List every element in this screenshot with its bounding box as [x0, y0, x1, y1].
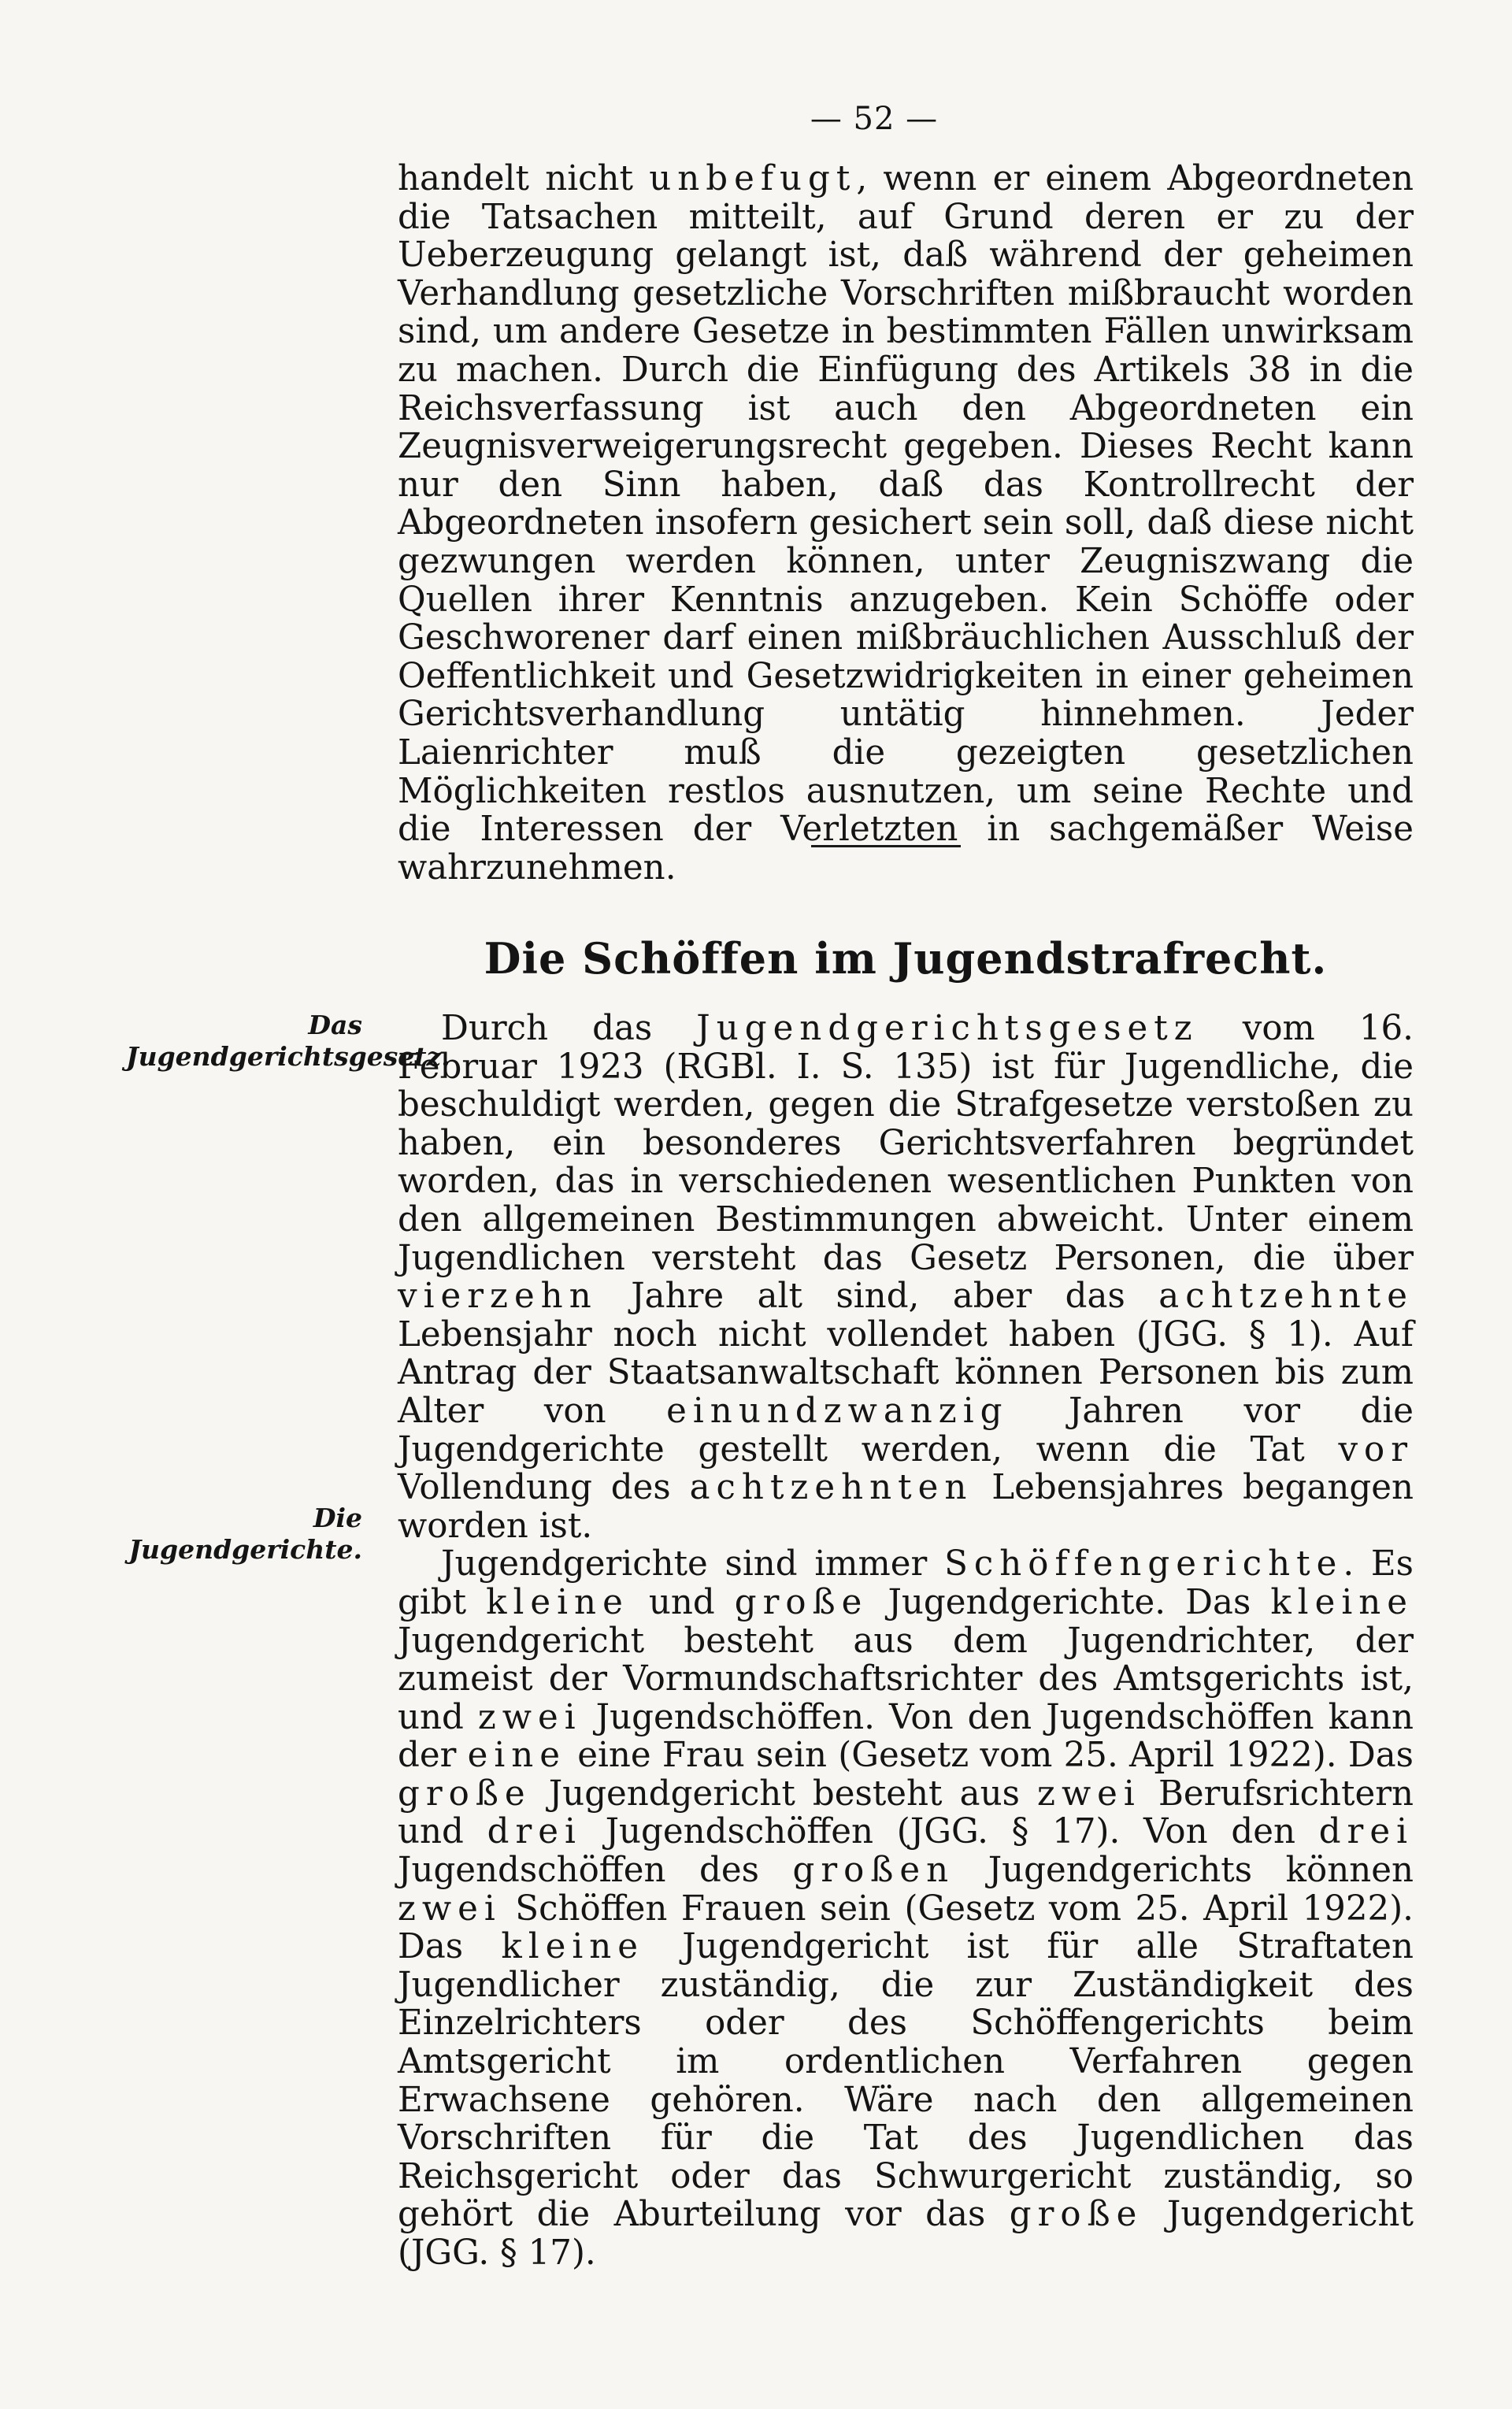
text-run: vom 16. Februar 1923 (RGBl. I. S. 135) ist für Jugendliche, die beschuldigt werden, gegen die Strafgesetze verstoßen zu haben, ein besonderes Gerichtsverfahren begründet worden, das in verschiedenen wesentlichen Punkten von den allgemeinen Bestimmungen abweicht. Unter einem Jugendlichen versteht das Gesetz Personen, die über [398, 1009, 1414, 1278]
paragraph-jugendgerichte [398, 1545, 1414, 2272]
text-run: Jugendgericht besteht aus [531, 1773, 1038, 1814]
text-run: eine Frau sein (Gesetz vom 25. April 1922). Das [566, 1736, 1414, 1776]
paragraph-jugendgerichtsgesetz [398, 1010, 1414, 1545]
emphasized-word: vierzehn [398, 1277, 598, 1317]
emphasized-word: große [1009, 2195, 1143, 2235]
emphasized-word: drei [487, 1812, 582, 1852]
top-text-block [398, 160, 1414, 887]
emphasized-word: großen [792, 1851, 955, 1891]
emphasized-word: vor [1338, 1429, 1414, 1469]
section-text-block [398, 1010, 1414, 2273]
text-run: Jugendgerichte sind immer [441, 1544, 945, 1584]
text-run: Berufsrichtern und [398, 1773, 1414, 1852]
margin-note-jugendgerichte: Die Jugendgerichte. [128, 1503, 362, 1565]
section-divider [811, 845, 961, 847]
text-run: Jugendschöffen. Von den Jugendschöffen kann der [398, 1697, 1414, 1776]
text-run: Lebensjahres begangen worden ist. [398, 1468, 1414, 1546]
text-run: handelt nicht [398, 159, 650, 198]
text-run: . Es gibt [398, 1544, 1414, 1622]
text-run: und [628, 1582, 735, 1622]
text-run: , wenn er einem Abgeordneten die Tatsachen mitteilt, auf Grund deren er zu der Ueberzeugung gelangt ist, daß während der geheimen Verhandlung gesetzliche Vorschriften mißbraucht worden sind, um andere Gesetze in bestimmten Fällen unwirksam zu machen. Durch die Einfügung des Artikels 38 in die Reichsverfassung ist auch den Abgeordneten ein Zeugnisverweigerungsrecht gegeben. Dieses Recht kann nur den Sinn haben, daß das Kontrollrecht der Abgeordneten insofern gesichert sein soll, daß diese nicht gezwungen werden können, unter Zeugniszwang die Quellen ihrer Kenntnis anzugeben. Kein Schöffe oder Geschworener darf einen mißbräuchlichen Ausschluß der Oeffentlichkeit und Gesetzwidrigkeiten in einer geheimen Gerichtsverhandlung untätig hinnehmen. Jeder Laienrichter muß die gezeigten gesetzlichen Möglichkeiten restlos ausnutzen, um seine Rechte und die Interessen der Verletzten in sachgemäßer Weise wahrzunehmen. [398, 159, 1414, 888]
text-run: Jugendschöffen des [398, 1851, 793, 1891]
margin-note-jugendgerichtsgesetz: Das Jugendgerichtsgesetz. [126, 1010, 450, 1072]
emphasized-word: zwei [1037, 1773, 1141, 1814]
emphasized-word: kleine [486, 1582, 629, 1622]
text-run: Lebensjahr noch nicht vollendet haben (JGG. § 1). Auf Antrag der Staatsanwaltschaft können Personen bis zum Alter von [398, 1314, 1414, 1431]
emphasized-word: große [398, 1773, 532, 1814]
emphasized-word: eine [467, 1736, 567, 1776]
emphasized-word: einundzwanzig [666, 1391, 1009, 1431]
emphasized-word: kleine [1270, 1582, 1414, 1622]
text-run: Jugendgerichte. Das [868, 1582, 1271, 1622]
emphasized-word: unbefugt [649, 159, 857, 198]
emphasized-word: achtzehnte [1158, 1277, 1414, 1317]
text-run: Jahren vor die Jugendgerichte gestellt werden, wenn die Tat [398, 1391, 1414, 1469]
text-run: Jugendgericht (JGG. § 17). [398, 2195, 1414, 2273]
emphasized-word: Schöffengerichte [944, 1544, 1343, 1584]
emphasized-word: drei [1318, 1812, 1414, 1852]
emphasized-word: große [734, 1582, 869, 1622]
text-run: Jugendgericht ist für alle Straftaten Jugendlicher zuständig, die zur Zuständigkeit des Einzelrichters oder des Schöffengerichts beim Amtsgericht im ordentlichen Verfahren gegen Erwachsene gehören. Wäre nach den allgemeinen Vorschriften für die Tat des Jugendlichen das Reichsgericht oder das Schwurgericht zuständig, so gehört die Aburteilung vor das [398, 1927, 1414, 2235]
text-run: Jugendschöffen (JGG. § 17). Von den [581, 1812, 1319, 1852]
page-number: — 52 — [810, 101, 939, 137]
text-run: Schöffen Frauen sein (Gesetz vom 25. April 1922). Das [398, 1888, 1414, 1967]
text-run: Jugendgericht besteht aus dem Jugendrichter, der zumeist der Vormundschaftsrichter des Amtsgerichts ist, und [398, 1621, 1414, 1737]
text-run: Jahre alt sind, aber das [597, 1277, 1159, 1317]
text-run: Durch das [441, 1009, 697, 1048]
emphasized-word: Jugendgerichtsgesetz [696, 1009, 1199, 1048]
emphasized-word: zwei [398, 1888, 502, 1929]
text-run: Jugendgerichts können [954, 1851, 1414, 1891]
top-paragraph [398, 160, 1414, 887]
emphasized-word: kleine [501, 1927, 645, 1967]
emphasized-word: zwei [477, 1697, 582, 1737]
text-run: Vollendung des [398, 1468, 690, 1508]
emphasized-word: achtzehnten [689, 1468, 973, 1508]
section-title: Die Schöffen im Jugendstrafrecht. [484, 933, 1328, 984]
